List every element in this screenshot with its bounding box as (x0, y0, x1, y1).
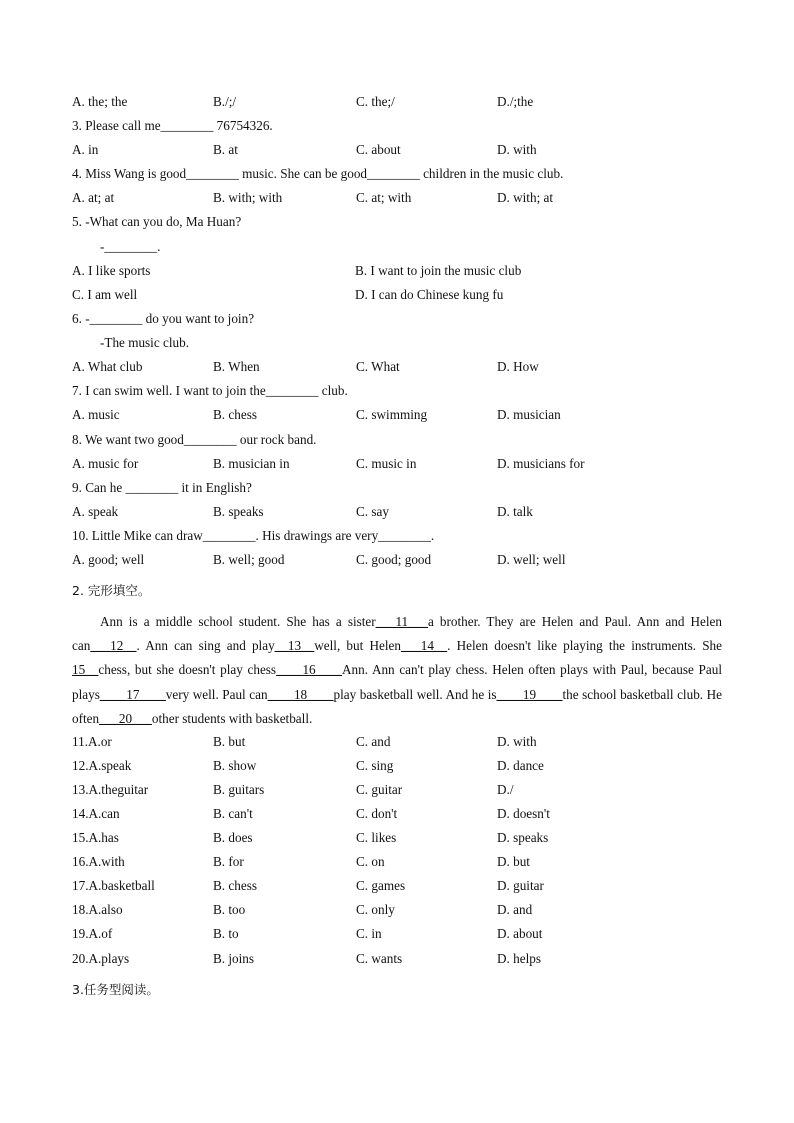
option-b: B. can't (213, 806, 253, 821)
question-9: 9. Can he ________ it in English? (72, 480, 252, 495)
option-c: C. at; with (356, 190, 412, 205)
option-c: C. only (356, 902, 395, 917)
option-a: 11.A.or (72, 734, 112, 749)
option-d: D. How (497, 359, 539, 374)
option-d: D. dance (497, 758, 544, 773)
option-c: C. music in (356, 456, 417, 471)
q8-options (72, 452, 732, 476)
cloze-options-17 (72, 874, 732, 898)
option-a: A. in (72, 142, 99, 157)
option-b: B. for (213, 854, 244, 869)
option-d: D. I can do Chinese kung fu (355, 287, 504, 302)
option-b: B. chess (213, 878, 257, 893)
cloze-options-13 (72, 778, 732, 802)
blank-13: __13__ (274, 638, 315, 654)
cloze-options-18 (72, 898, 732, 922)
passage-text: . Helen doesn't like playing the instruments. She (447, 638, 722, 654)
q9-options (72, 500, 732, 524)
q2-options (72, 90, 732, 114)
option-b: B. musician in (213, 456, 290, 471)
question-6-reply: -The music club. (100, 335, 189, 350)
passage-text: Ann is a middle school student. She has a sister (100, 614, 376, 629)
option-d: D. doesn't (497, 806, 550, 821)
option-c: C. games (356, 878, 406, 893)
blank-14: ___14__ (400, 638, 448, 654)
option-b: B. to (213, 926, 239, 941)
blank-19: ____19____ (496, 686, 563, 702)
cloze-options-20 (72, 947, 732, 971)
cloze-options-16 (72, 850, 732, 874)
option-b: B. with; with (213, 190, 283, 205)
option-b: B. too (213, 902, 246, 917)
option-c: C. about (356, 142, 401, 157)
option-a: 19.A.of (72, 926, 113, 941)
option-d: D. but (497, 854, 530, 869)
section-2-heading: 2. 完形填空。 (72, 583, 151, 598)
option-d: D. musician (497, 407, 561, 422)
option-b: B./;/ (213, 94, 237, 109)
option-d: D./;the (497, 94, 534, 109)
blank-18: ____18____ (267, 686, 334, 702)
blank-11: ___11___ (375, 614, 428, 629)
option-c: C. the;/ (356, 94, 395, 109)
passage-text: Ann. Ann can't play chess. Helen often plays with Paul, because Paul plays (72, 662, 722, 702)
option-c: C. wants (356, 951, 403, 966)
option-c: C. don't (356, 806, 398, 821)
passage-text: very well. Paul can (165, 686, 268, 702)
blank-17: ____17____ (99, 686, 166, 702)
option-c: C. in (356, 926, 382, 941)
option-b: B. speaks (213, 504, 264, 519)
passage-text: chess, but she doesn't play chess (98, 662, 277, 678)
option-a: 12.A.speak (72, 758, 132, 773)
section-3-heading: 3.任务型阅读。 (72, 982, 159, 997)
option-c: C. swimming (356, 407, 428, 422)
option-d: D. well; well (497, 552, 566, 567)
option-a: 18.A.also (72, 902, 123, 917)
option-d: D. helps (497, 951, 541, 966)
option-c: C. say (356, 504, 389, 519)
option-a: A. music (72, 407, 120, 422)
option-a: A. What club (72, 359, 143, 374)
option-d: D. and (497, 902, 533, 917)
q5-options-row1 (72, 259, 732, 283)
q3-options (72, 138, 732, 162)
option-b: B. chess (213, 407, 257, 422)
question-5-reply: -________. (100, 239, 161, 254)
option-a: A. at; at (72, 190, 115, 205)
option-d: D. with (497, 142, 537, 157)
option-d: D. musicians for (497, 456, 585, 471)
option-d: D. guitar (497, 878, 544, 893)
question-5: 5. -What can you do, Ma Huan? (72, 214, 242, 229)
passage-text: play basketball well. And he is (333, 686, 497, 702)
option-d: D. talk (497, 504, 533, 519)
blank-20: ___20___ (99, 710, 152, 726)
option-b: B. joins (213, 951, 255, 966)
passage-text: a brother. They are Helen and Paul. Ann and Helen can (72, 614, 722, 654)
option-a: 20.A.plays (72, 951, 130, 966)
q5-options-row2 (72, 283, 732, 307)
option-d: D. about (497, 926, 543, 941)
option-b: B. but (213, 734, 246, 749)
option-a: A. speak (72, 504, 119, 519)
option-b: B. does (213, 830, 253, 845)
option-d: D. with (497, 734, 537, 749)
option-c: C. good; good (356, 552, 432, 567)
option-d: D./ (497, 782, 514, 797)
option-a: 16.A.with (72, 854, 125, 869)
option-a: A. good; well (72, 552, 145, 567)
option-c: C. sing (356, 758, 394, 773)
cloze-passage (72, 610, 722, 731)
passage-text: the school basketball club. He often (72, 686, 722, 726)
option-b: B. show (213, 758, 257, 773)
option-b: B. at (213, 142, 238, 157)
q7-options (72, 403, 732, 427)
option-d: D. speaks (497, 830, 549, 845)
option-a: 17.A.basketball (72, 878, 155, 893)
passage-text: other students with basketball. (151, 710, 313, 726)
option-c: C. What (356, 359, 400, 374)
cloze-options-11 (72, 730, 732, 754)
option-c: C. on (356, 854, 385, 869)
passage-text: well, but Helen (314, 638, 401, 654)
option-c: C. I am well (72, 287, 138, 302)
option-c: C. guitar (356, 782, 403, 797)
option-b: B. well; good (213, 552, 285, 567)
cloze-options-12 (72, 754, 732, 778)
option-a: 13.A.theguitar (72, 782, 149, 797)
option-a: A. music for (72, 456, 139, 471)
question-8: 8. We want two good________ our rock band. (72, 432, 317, 447)
option-b: B. When (213, 359, 260, 374)
option-a: 14.A.can (72, 806, 120, 821)
option-b: B. I want to join the music club (355, 263, 522, 278)
question-3: 3. Please call me________ 76754326. (72, 118, 273, 133)
q4-options (72, 186, 732, 210)
question-10: 10. Little Mike can draw________. His drawings are very________. (72, 528, 435, 543)
question-6: 6. -________ do you want to join? (72, 311, 255, 326)
option-b: B. guitars (213, 782, 265, 797)
question-4: 4. Miss Wang is good________ music. She can be good________ children in the music club. (72, 166, 564, 181)
option-a: 15.A.has (72, 830, 119, 845)
option-c: C. and (356, 734, 391, 749)
option-a: A. the; the (72, 94, 128, 109)
passage-text: . Ann can sing and play (136, 638, 275, 654)
q6-options (72, 355, 732, 379)
option-a: A. I like sports (72, 263, 151, 278)
blank-15: 15__ (72, 662, 99, 678)
cloze-options-19 (72, 922, 732, 946)
option-c: C. likes (356, 830, 397, 845)
cloze-options-14 (72, 802, 732, 826)
cloze-options-15 (72, 826, 732, 850)
blank-16: ____16____ (276, 662, 342, 678)
question-7: 7. I can swim well. I want to join the________ club. (72, 383, 348, 398)
q10-options (72, 548, 732, 572)
option-d: D. with; at (497, 190, 554, 205)
blank-12: ___12__ (90, 638, 137, 654)
